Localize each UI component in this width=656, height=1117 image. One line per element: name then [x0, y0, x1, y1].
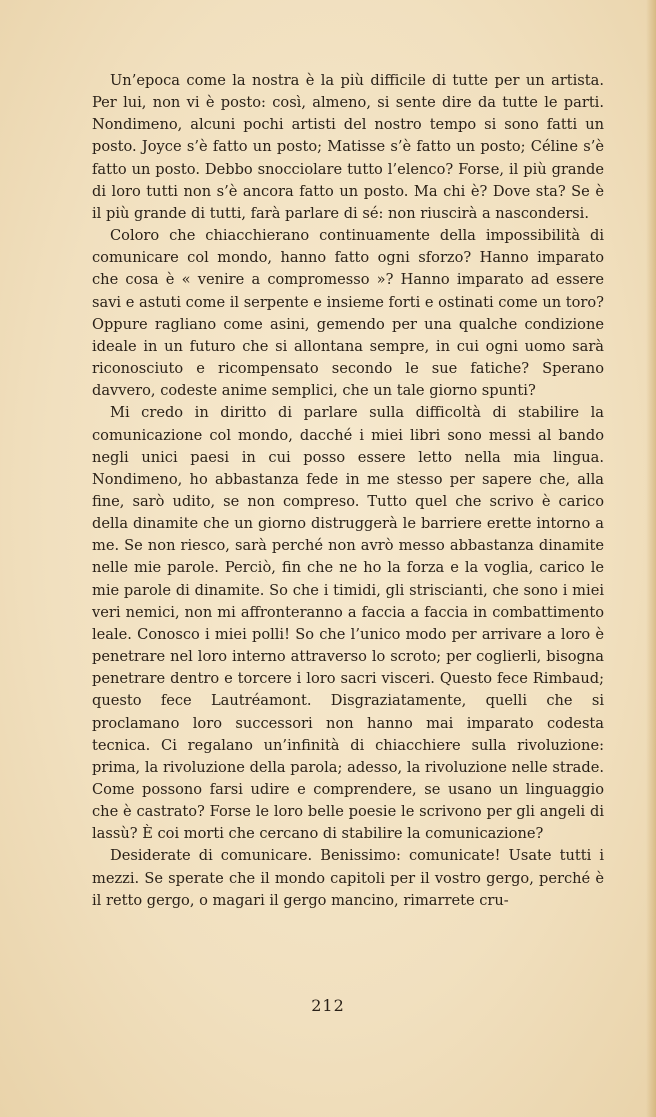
paragraph-2: Coloro che chiacchierano continuamente della impossibilità di comunicare col mondo, hanno fatto ogni sforzo? Hanno imparato che cosa è « venire a compromesso »? Hanno imparato ad essere savi e astuti come il serpente e insieme forti e ostinati come un toro? Oppure ragliano come asini, gemendo per una qualche condizione ideale in un futuro che si allontana sempre, in cui ogni uomo sarà riconosciuto e ricompensato secondo le sue fatiche? Sperano davvero, codeste anime semplici, che un tale giorno spunti?: [92, 227, 604, 400]
paragraph-3: Mi credo in diritto di parlare sulla difficoltà di stabilire la comunicazione col mondo, dacché i miei libri sono messi al bando negli unici paesi in cui posso essere letto nella mia lingua. Nondimeno, ho abbastanza fede in me stesso per sapere che, alla fine, sarò udito, se non compreso. Tutto quel che scrivo è carico della dinamite che un giorno distruggerà le barriere erette intorno a me. Se non riesco, sarà perché non avrò messo abbastanza dinamite nelle mie parole. Perciò, fin che ne ho la forza e la voglia, carico le mie parole di dinamite. So che i timidi, gli striscianti, che sono i miei veri nemici, non mi affronteranno a faccia a faccia in combattimento leale. Conosco i miei polli! So che l’unico modo per arrivare a loro è penetrare nel loro interno attraverso lo scroto; per coglierli, bisogna penetrare dentro e torcere i loro sacri visceri. Questo fece Rimbaud; questo fece Lautréamont. Disgraziatamente, quelli che si proclamano loro successori non hanno mai imparato codesta tecnica. Ci regalano un’infinità di chiacchiere sulla rivoluzione: prima, la rivoluzione della parola; adesso, la rivoluzione nelle strade. Come possono farsi udire e comprendere, se usano un linguaggio che è castrato? Forse le loro belle poesie le scrivono per gli angeli di lassù? È coi morti che cercano di stabilire la comunicazione?: [92, 404, 604, 843]
page-edge-shadow: [646, 0, 656, 1117]
body-text: [92, 70, 604, 912]
page-number: 212: [311, 996, 345, 1015]
paragraph-1: Un’epoca come la nostra è la più difficile di tutte per un artista. Per lui, non vi è posto: così, almeno, si sente dire da tutte le parti. Nondimeno, alcuni pochi artisti del nostro tempo si sono fatti un posto. Joyce s’è fatto un posto; Matisse s’è fatto un posto; Céline s’è fatto un posto. Debbo snocciolare tutto l’elenco? Forse, il più grande di loro tutti non s’è ancora fatto un posto. Ma chi è? Dove sta? Se è il più grande di tutti, farà parlare di sé: non riuscirà a nascondersi.: [92, 72, 604, 222]
paragraph-4: Desiderate di comunicare. Benissimo: comunicate! Usate tutti i mezzi. Se sperate che il mondo capitoli per il vostro gergo, perché è il retto gergo, o magari il gergo mancino, rimarrete cru-: [92, 847, 604, 909]
